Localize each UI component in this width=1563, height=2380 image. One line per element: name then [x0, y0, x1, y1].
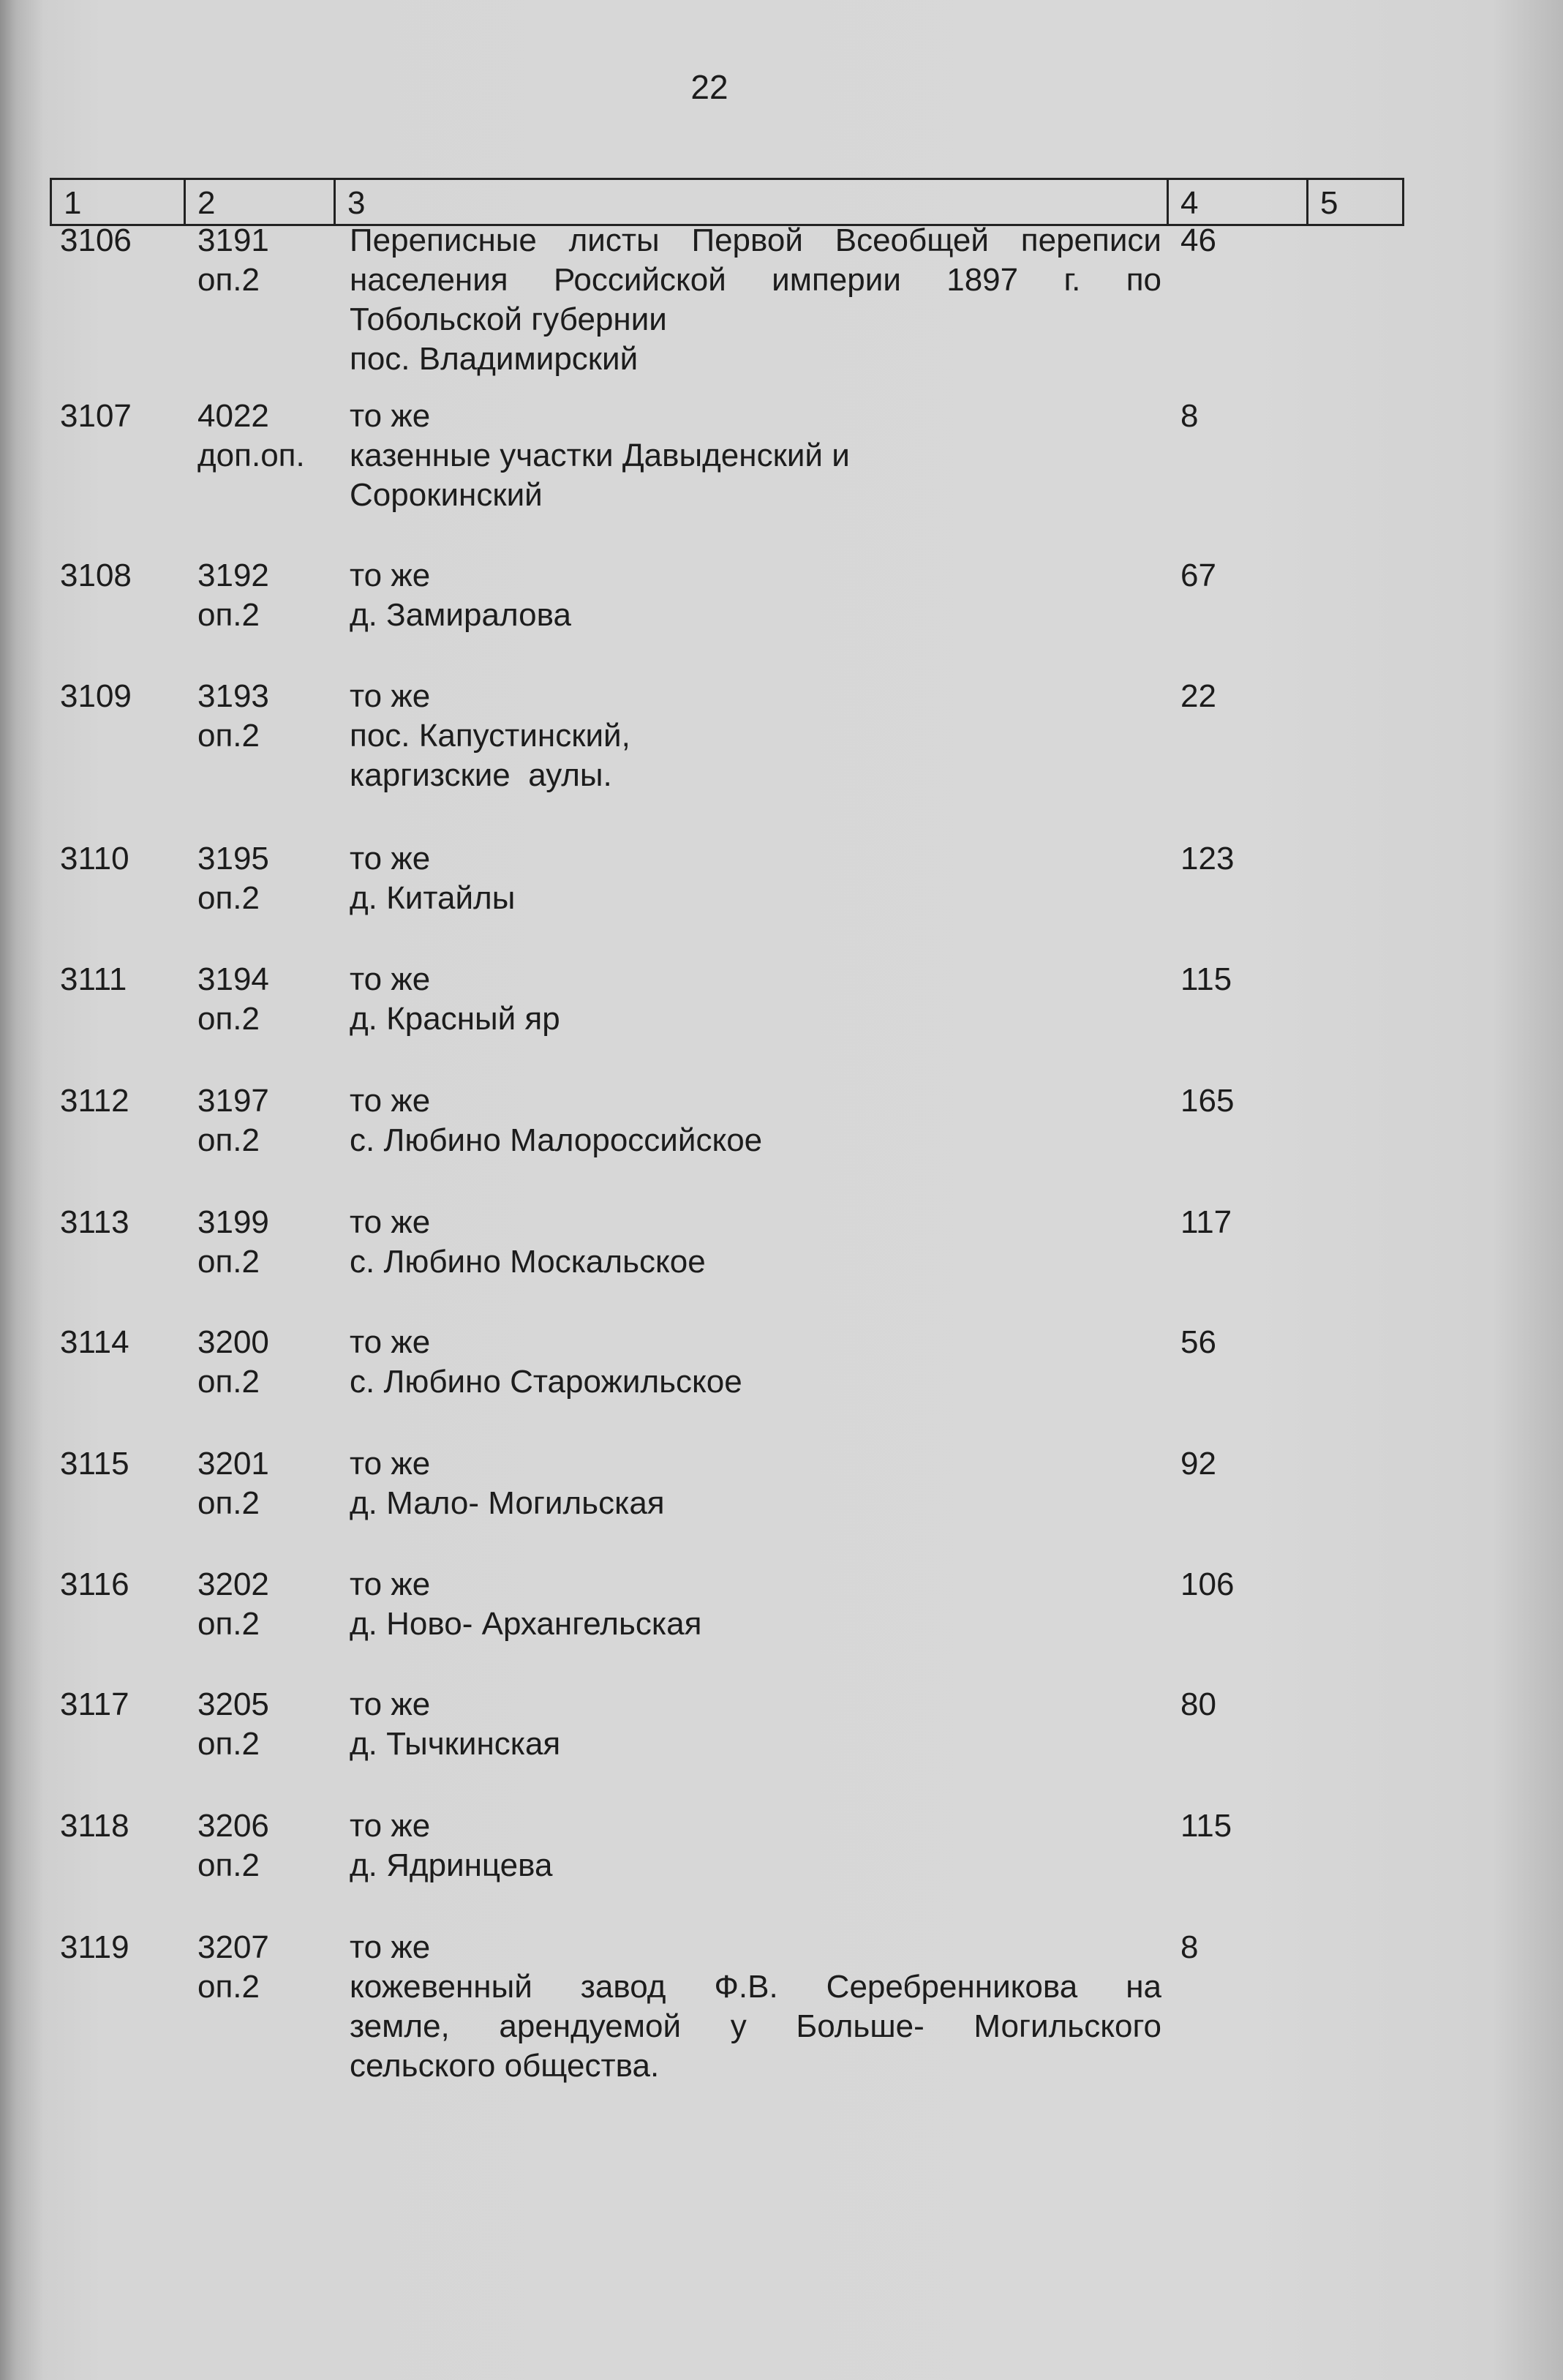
record-number: 3115: [60, 1446, 129, 1482]
record-description: то же д. Мало- Могильская: [350, 1446, 665, 1521]
record-description: то же д. Тычкинская: [350, 1686, 561, 1762]
record-code: 3201 оп.2: [197, 1446, 269, 1521]
record-number: 3116: [60, 1566, 129, 1602]
record-number: 3113: [60, 1204, 129, 1240]
record-description: то же д. Ново- Архангельская: [350, 1566, 702, 1642]
record-description: то же д. Замиралова: [350, 558, 571, 633]
table-row: [0, 1444, 1563, 1565]
sheet-count: 80: [1180, 1686, 1216, 1722]
record-code: 3197 оп.2: [197, 1083, 269, 1158]
sheet-count: 117: [1180, 1204, 1232, 1240]
header-col-2: 2: [197, 185, 216, 221]
sheet-count: 67: [1180, 558, 1216, 593]
sheet-count: 165: [1180, 1083, 1235, 1119]
record-code: 3200 оп.2: [197, 1324, 269, 1400]
record-code: 3194 оп.2: [197, 961, 269, 1037]
record-description: то же казенные участки Давыденский и Сорокинский: [350, 398, 850, 513]
table-body: [0, 221, 1563, 2103]
header-col-5: 5: [1320, 185, 1338, 221]
record-number: 3117: [60, 1686, 129, 1722]
table-header: [50, 178, 1404, 226]
sheet-count: 8: [1180, 398, 1199, 434]
record-description: то же д. Ядринцева: [350, 1808, 553, 1883]
record-description: то же с. Любино Старожильское: [350, 1324, 742, 1400]
sheet-count: 22: [1180, 678, 1216, 714]
table-row: [0, 397, 1563, 556]
record-description: то же с. Любино Москальское: [350, 1204, 706, 1280]
record-number: 3108: [60, 558, 132, 593]
record-code: 3193 оп.2: [197, 678, 269, 754]
sheet-count: 115: [1180, 1808, 1232, 1844]
table-row: [0, 677, 1563, 839]
table-row: [0, 1203, 1563, 1323]
record-description: то же д. Красный яр: [350, 961, 560, 1037]
record-description: то же д. Китайлы: [350, 841, 516, 916]
table-row: [0, 1081, 1563, 1203]
sheet-count: 123: [1180, 841, 1235, 876]
record-number: 3112: [60, 1083, 129, 1119]
table-row: [0, 1806, 1563, 1928]
record-number: 3111: [60, 961, 127, 997]
record-number: 3106: [60, 222, 132, 258]
record-code: 3191 оп.2: [197, 222, 269, 298]
record-code: 3205 оп.2: [197, 1686, 269, 1762]
table-row: [0, 556, 1563, 677]
record-number: 3110: [60, 841, 129, 876]
record-description: то же с. Любино Малороссийское: [350, 1083, 763, 1158]
table-row: [0, 1928, 1563, 2103]
record-number: 3114: [60, 1324, 129, 1360]
record-number: 3107: [60, 398, 132, 434]
record-code: 3206 оп.2: [197, 1808, 269, 1883]
table-row: [0, 1323, 1563, 1444]
table-row: [0, 839, 1563, 960]
page-number: 22: [690, 68, 728, 106]
sheet-count: 56: [1180, 1324, 1216, 1360]
table-row: [0, 221, 1563, 397]
record-code: 3192 оп.2: [197, 558, 269, 633]
sheet-count: 46: [1180, 222, 1216, 258]
sheet-count: 115: [1180, 961, 1232, 997]
record-number: 3119: [60, 1929, 129, 1965]
record-description: Переписные листы Первой Всеобщей переписи населения Российской империи 1897 г. по Тобольской губернии пос. Владимирский: [350, 222, 1161, 377]
record-code: 4022 доп.оп.: [197, 398, 305, 473]
sheet-count: 8: [1180, 1929, 1199, 1965]
record-number: 3118: [60, 1808, 129, 1844]
sheet-count: 92: [1180, 1446, 1216, 1482]
table-row: [0, 1565, 1563, 1685]
record-description: то же кожевенный завод Ф.В. Серебренникова на земле, арендуемой у Больше- Могильского сельского общества.: [350, 1929, 1161, 2084]
header-col-4: 4: [1180, 185, 1199, 221]
record-code: 3199 оп.2: [197, 1204, 269, 1280]
header-col-3: 3: [347, 185, 366, 221]
record-number: 3109: [60, 678, 132, 714]
record-code: 3195 оп.2: [197, 841, 269, 916]
header-col-1: 1: [64, 185, 82, 221]
record-code: 3207 оп.2: [197, 1929, 269, 2005]
table-row: [0, 1685, 1563, 1806]
record-description: то же пос. Капустинский, каргизские аулы.: [350, 678, 630, 793]
sheet-count: 106: [1180, 1566, 1235, 1602]
record-code: 3202 оп.2: [197, 1566, 269, 1642]
table-row: [0, 960, 1563, 1081]
